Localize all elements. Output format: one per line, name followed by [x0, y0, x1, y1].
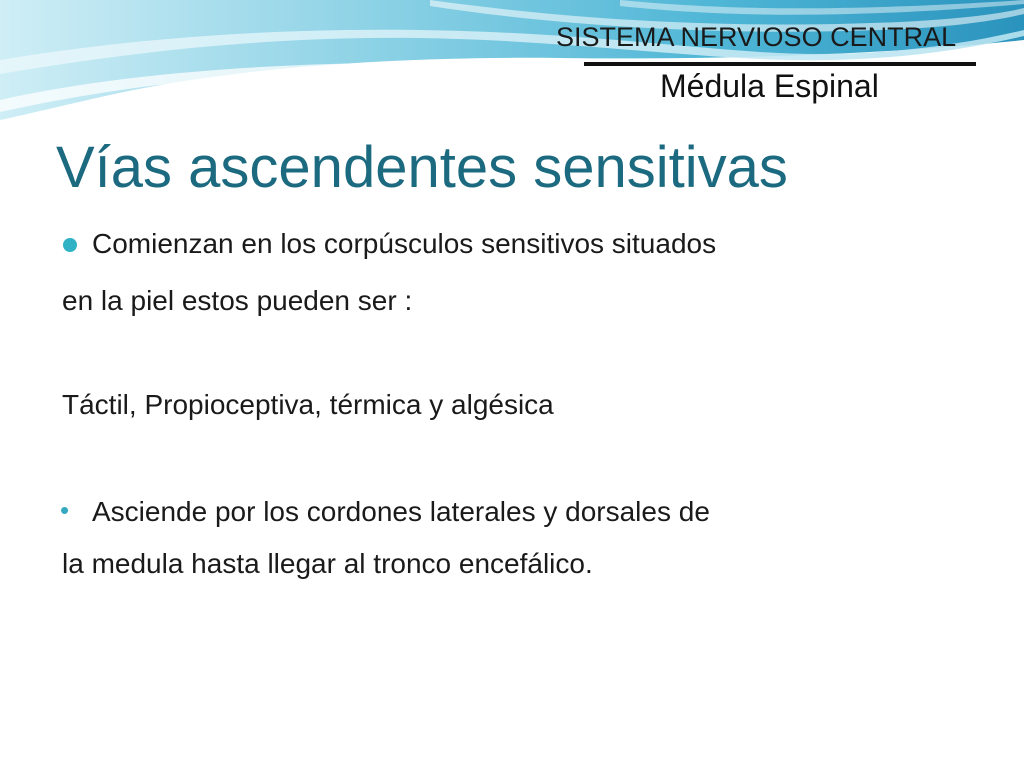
- bullet1-line1: Comienzan en los corpúsculos sensitivos situados: [92, 228, 717, 259]
- bullet-glyph-icon: •: [60, 495, 70, 525]
- sensation-types-line: Táctil, Propioceptiva, térmica y algésica: [62, 389, 554, 420]
- bullet1-line2: en la piel estos pueden ser :: [62, 285, 413, 316]
- header-title: SISTEMA NERVIOSO CENTRAL: [556, 22, 957, 52]
- bullet2-line2: la medula hasta llegar al tronco encefálico.: [62, 548, 593, 579]
- bullet2-line1: Asciende por los cordones laterales y dorsales de: [92, 496, 710, 527]
- header-divider: [584, 62, 976, 66]
- bullet-dot-icon: [63, 238, 77, 252]
- slide-title: Vías ascendentes sensitivas: [56, 135, 788, 200]
- header-subtitle: Médula Espinal: [660, 68, 879, 104]
